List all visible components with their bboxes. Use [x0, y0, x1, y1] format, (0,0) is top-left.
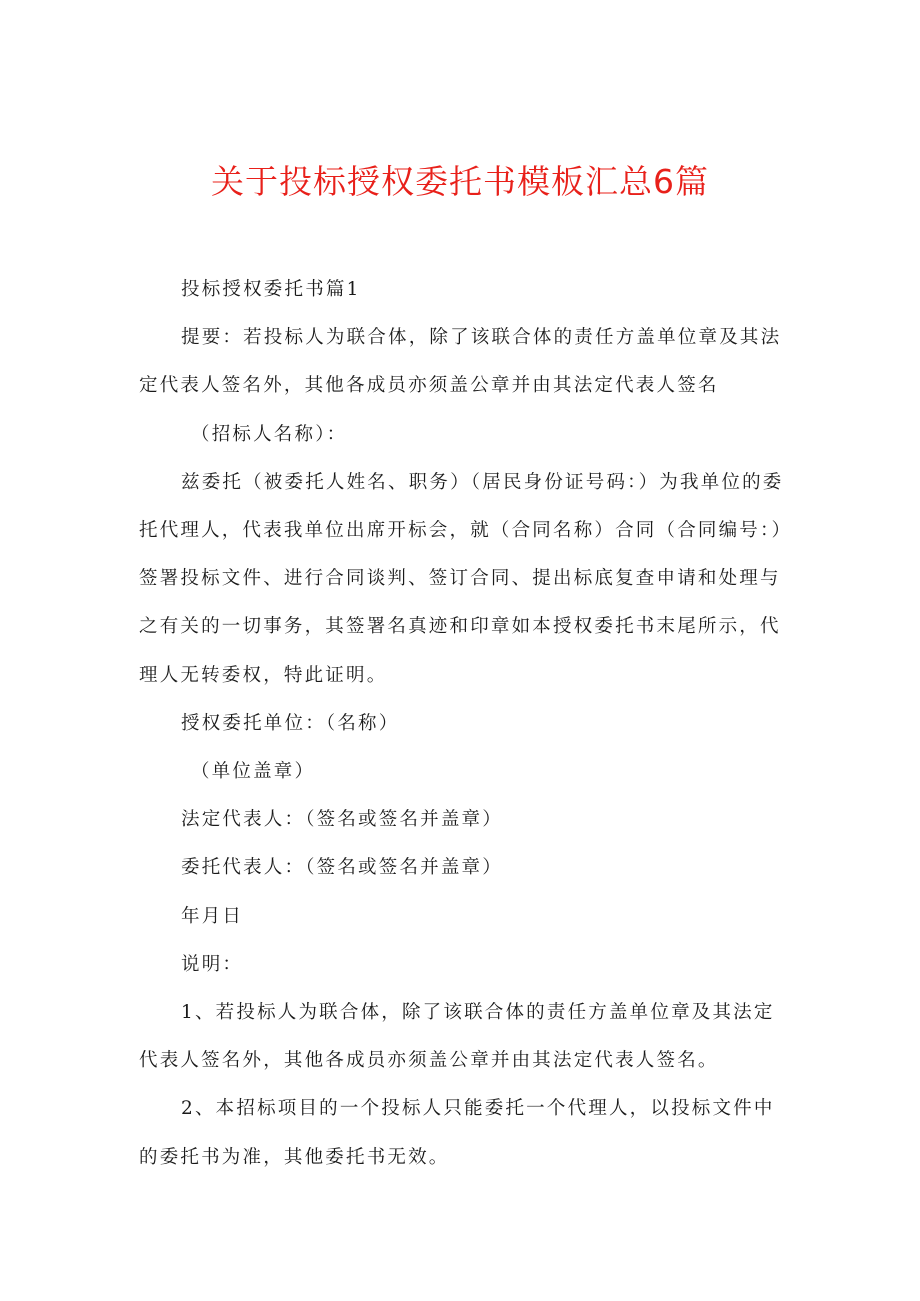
paragraph-legal-representative: 法定代表人：（签名或签名并盖章） — [181, 809, 503, 831]
paragraph-authorization: 兹委托（被委托人姓名、职务）（居民身份证号码：）为我单位的委托代理人，代表我单位出席开标会，就（合同名称）合同（合同编号：）签署投标文件、进行合同谈判、签订合同、提出标底复查申请和处理与之有关的一切事务，其签署名真迹和印章如本授权委托书末尾所示，代理人无转委权，特此证明。 — [139, 471, 784, 686]
paragraph-note-1: 1、若投标人为联合体，除了该联合体的责任方盖单位章及其法定代表人签名外，其他各成员亦须盖公章并由其法定代表人签名。 — [139, 1002, 775, 1072]
section-heading: 投标授权委托书篇1 — [181, 279, 361, 300]
paragraph-authorizing-unit: 授权委托单位：（名称） — [181, 712, 400, 734]
document-title: 关于投标授权委托书模板汇总6篇 — [211, 162, 709, 201]
paragraph-date: 年月日 — [181, 905, 244, 927]
document-body — [139, 266, 784, 1182]
paragraph-notes-heading: 说明： — [181, 953, 244, 975]
paragraph-entrusted-representative: 委托代表人：（签名或签名并盖章） — [181, 857, 503, 879]
paragraph-summary: 提要：若投标人为联合体，除了该联合体的责任方盖单位章及其法定代表人签名外，其他各成员亦须盖公章并由其法定代表人签名 — [139, 327, 782, 397]
paragraph-note-2: 2、本招标项目的一个投标人只能委托一个代理人，以投标文件中的委托书为准，其他委托书无效。 — [139, 1098, 775, 1168]
paragraph-addressee: （招标人名称）： — [191, 423, 348, 445]
paragraph-unit-seal: （单位盖章） — [191, 761, 316, 783]
